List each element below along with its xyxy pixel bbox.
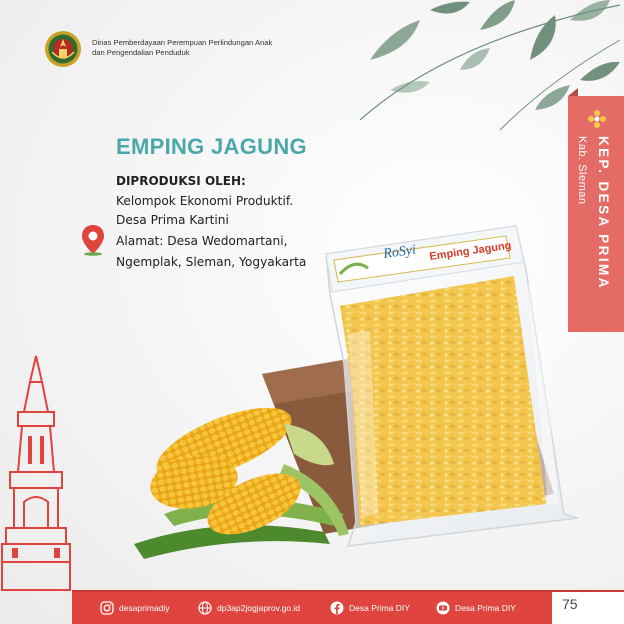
facebook-name: Desa Prima DIY: [349, 603, 410, 613]
instagram-icon: [100, 601, 114, 615]
footer-website[interactable]: [198, 600, 300, 616]
globe-icon: [198, 601, 212, 615]
address-line-1: Alamat: Desa Wedomartani,: [116, 234, 288, 248]
youtube-icon: [436, 601, 450, 615]
footer-youtube[interactable]: [436, 600, 516, 616]
address-line-2: Ngemplak, Sleman, Yogyakarta: [116, 255, 307, 269]
producer-line-1: Kelompok Ekonomi Produktif.: [116, 194, 294, 208]
footer-instagram[interactable]: [100, 600, 170, 616]
org-line-1: Dinas Pemberdayaan Perempuan Perlindungan Anak: [92, 38, 273, 47]
package-name: Emping Jagung: [428, 239, 513, 263]
facebook-icon: [330, 601, 344, 615]
package-brand: RoSyi: [382, 242, 417, 262]
organization-name: [92, 38, 342, 58]
website-url: dp3ap2jogjaprov.go.id: [217, 603, 301, 613]
page-number: 75: [562, 596, 578, 612]
government-seal-logo: [44, 30, 82, 68]
youtube-name: Desa Prima DIY: [455, 603, 516, 613]
side-tab-subtitle: Kab. Sleman: [576, 136, 588, 205]
product-title: EMPING JAGUNG: [116, 134, 307, 159]
produced-by-label: DIPRODUKSI OLEH:: [116, 174, 246, 188]
footer-facebook[interactable]: [330, 600, 410, 616]
product-photo: [134, 214, 580, 590]
org-line-2: dan Pengendalian Penduduk: [92, 48, 190, 57]
side-tab-title: KEP. DESA PRIMA: [596, 136, 611, 290]
location-pin-icon: [80, 224, 106, 256]
producer-line-2: Desa Prima Kartini: [116, 213, 229, 227]
instagram-handle: desaprimadiy: [119, 603, 170, 613]
tugu-monument-illustration: [0, 352, 72, 592]
flower-icon: [586, 108, 608, 130]
